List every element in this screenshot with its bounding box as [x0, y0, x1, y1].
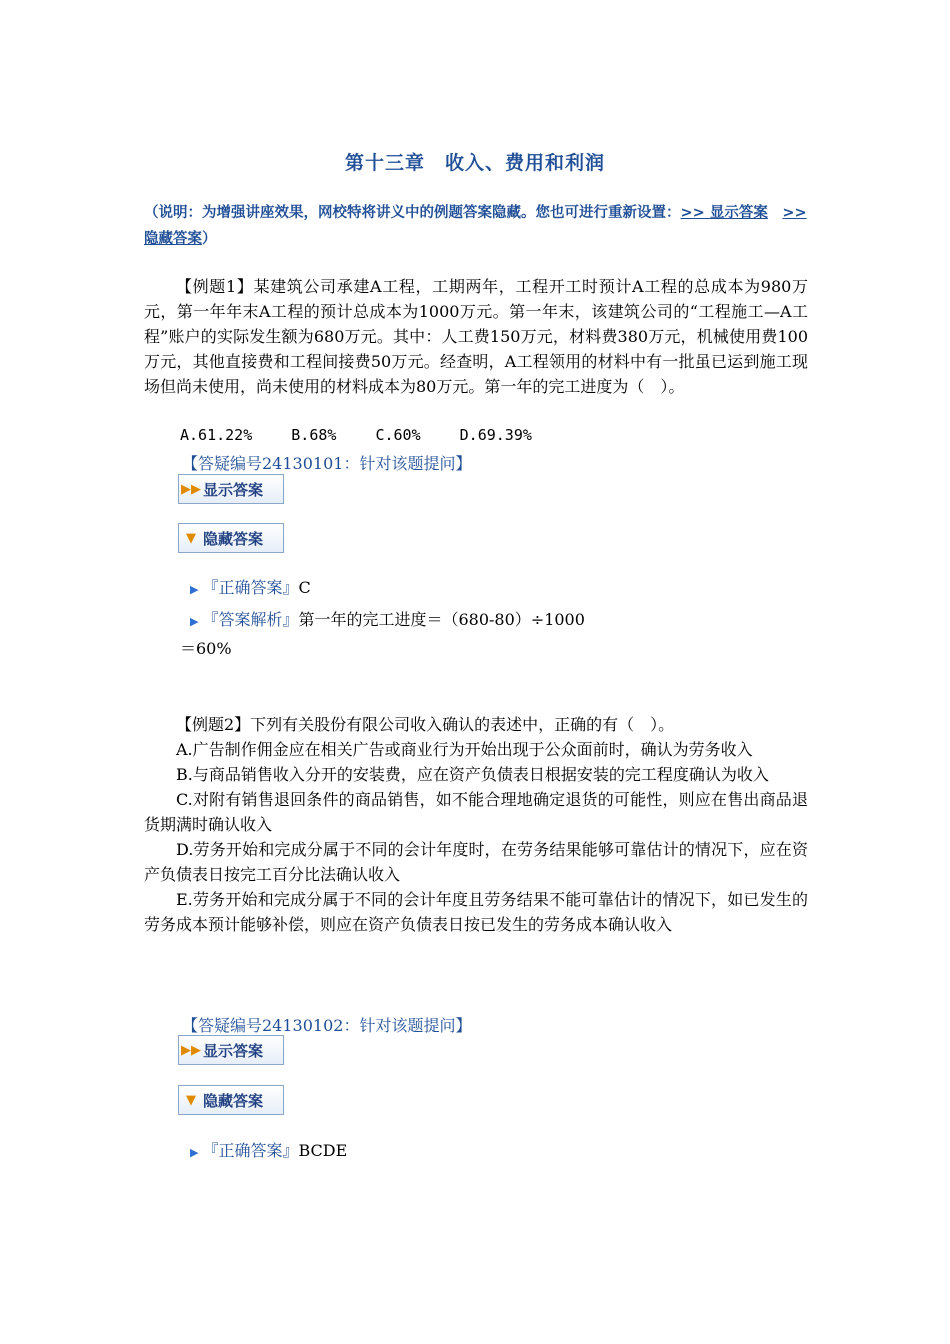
- question-1-answer: ▶ 『正确答案』C: [190, 578, 311, 597]
- note-prefix: （说明：为增强讲座效果，网校特将讲义中的例题答案隐藏。您也可进行重新设置：: [144, 205, 681, 221]
- option-c: C.60%: [375, 426, 421, 444]
- question-1-options: [180, 426, 562, 444]
- option-b: B.68%: [291, 426, 337, 444]
- double-chevron-down-icon: ▼: [186, 1092, 196, 1108]
- double-chevron-right-icon: ▶▶: [181, 1042, 201, 1058]
- triangle-right-icon: ▶: [190, 1146, 199, 1159]
- option-d: D.69.39%: [459, 426, 532, 444]
- triangle-right-icon: ▶: [190, 583, 199, 596]
- question-1-stem: 【例题1】某建筑公司承建A工程，工期两年，工程开工时预计A工程的总成本为980万元，第一年年末A工程的预计总成本为1000万元。第一年末，该建筑公司的“工程施工—A工程”账户的实际发生额为680万元。其中：人工费150万元，材料费380万元，机械使用费100万元，其他直接费和工程间接费50万元。经查明，A工程领用的材料中有一批虽已运到施工现场但尚未使用，尚未使用的材料成本为80万元。第一年的完工进度为（ ）。: [144, 277, 808, 396]
- question-1-ask-link[interactable]: 【答疑编号24130101：针对该题提问】: [182, 454, 472, 473]
- hide-answers-link[interactable]: >> 隐藏答案: [144, 205, 807, 247]
- option-c: C.对附有销售退回条件的商品销售，如不能合理地确定退货的可能性，则应在售出商品退货期满时确认收入: [144, 790, 808, 834]
- option-d: D.劳务开始和完成分属于不同的会计年度时，在劳务结果能够可靠估计的情况下，应在资产负债表日按完工百分比法确认收入: [144, 840, 808, 884]
- show-answers-link[interactable]: >> 显示答案: [680, 205, 768, 221]
- double-chevron-right-icon: ▶▶: [181, 481, 201, 497]
- instruction-note: （说明：为增强讲座效果，网校特将讲义中的例题答案隐藏。您也可进行重新设置：>> 显示答案 >> 隐藏答案）: [144, 205, 807, 247]
- question-2-ask-link[interactable]: 【答疑编号24130102：针对该题提问】: [182, 1016, 472, 1035]
- question-2-answer: ▶ 『正确答案』BCDE: [190, 1141, 348, 1160]
- question-1-analysis-continued: ＝60%: [180, 639, 232, 658]
- chapter-title: 第十三章 收入、费用和利润: [344, 152, 605, 174]
- question-2-stem: 【例题2】下列有关股份有限公司收入确认的表述中，正确的有（ ）。 A.广告制作佣金应在相关广告或商业行为开始出现于公众面前时，确认为劳务收入 B.与商品销售收入分开的安装费，应在资产负债表日根据安装的完工程度确认为收入 C.对附有销售退回条件的商品销售，如不能合理地确定退货的可能性，则应在售出商品退货期满时确认收入 D.劳务开始和完成分属于不同的会计年度时，在劳务结果能够可靠估计的情况下，应在资产负债表日按完工百分比法确认收入 E.劳务开始和完成分属于不同的会计年度且劳务结果不能可靠估计的情况下，如已发生的劳务成本预计能够补偿，则应在资产负债表日按已发生的劳务成本确认收入: [144, 712, 808, 937]
- hide-answer-button[interactable]: ▼ 隐藏答案: [178, 523, 284, 553]
- option-e: E.劳务开始和完成分属于不同的会计年度且劳务结果不能可靠估计的情况下，如已发生的劳务成本预计能够补偿，则应在资产负债表日按已发生的劳务成本确认收入: [144, 890, 808, 934]
- show-answer-button[interactable]: ▶▶ 显示答案: [178, 1035, 284, 1065]
- question-1-analysis: ▶ 『答案解析』第一年的完工进度＝（680-80）÷1000: [190, 610, 585, 629]
- option-a: A.61.22%: [180, 426, 253, 444]
- show-answer-button[interactable]: ▶▶ 显示答案: [178, 474, 284, 504]
- option-b: B.与商品销售收入分开的安装费，应在资产负债表日根据安装的完工程度确认为收入: [176, 765, 769, 784]
- double-chevron-down-icon: ▼: [186, 530, 196, 546]
- hide-answer-button[interactable]: ▼ 隐藏答案: [178, 1085, 284, 1115]
- option-a: A.广告制作佣金应在相关广告或商业行为开始出现于公众面前时，确认为劳务收入: [176, 740, 753, 759]
- triangle-right-icon: ▶: [190, 615, 199, 628]
